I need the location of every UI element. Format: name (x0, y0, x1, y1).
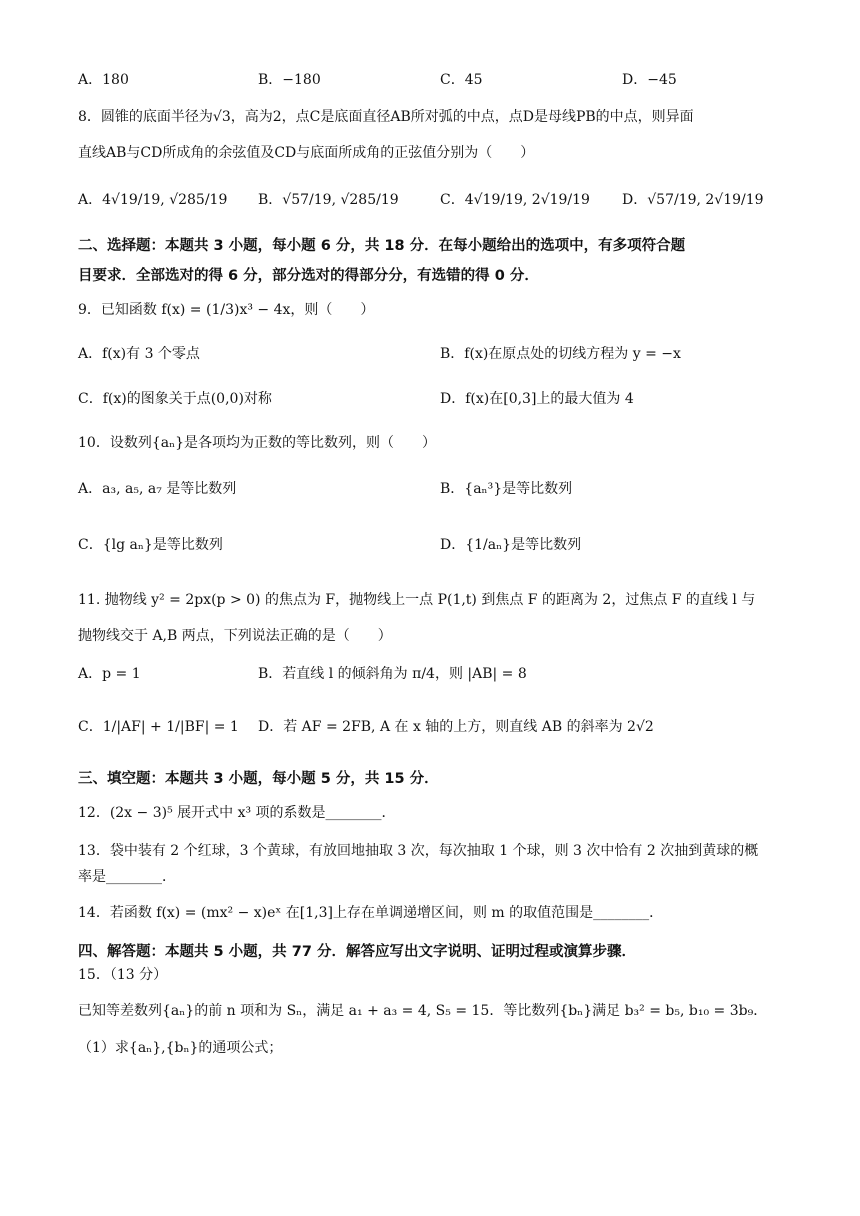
section2-heading-line2: 目要求．全部选对的得 6 分，部分选对的得部分分，有选错的得 0 分． (78, 268, 539, 284)
q8-option-c: C．4√19/19, 2√19/19 (440, 192, 590, 208)
q10-option-d: D．{1/aₙ}是等比数列 (440, 537, 582, 553)
q9-option-b: B．f(x)在原点处的切线方程为 y = −x (440, 346, 681, 362)
q10-option-a: A．a₃, a₅, a₇ 是等比数列 (78, 481, 237, 497)
q15-header: 15．（13 分） (78, 967, 168, 983)
q10-stem: 10．设数列{aₙ}是各项均为正数的等比数列，则（ ） (78, 435, 437, 451)
q8-stem-line1: 8．圆锥的底面半径为√3，高为2，点C是底面直径AB所对弧的中点，点D是母线PB的中点，则异面 (78, 109, 694, 125)
q12-stem: 12．(2x − 3)⁵ 展开式中 x³ 项的系数是________． (78, 805, 396, 821)
section4-heading: 四、解答题：本题共 5 小题，共 77 分．解答应写出文字说明、证明过程或演算步骤． (78, 944, 636, 960)
section2-heading-line1: 二、选择题：本题共 3 小题，每小题 6 分，共 18 分．在每小题给出的选项中，有多项符合题 (78, 238, 686, 254)
q11-stem-line2: 抛物线交于 A,B 两点，下列说法正确的是（ ） (78, 628, 392, 644)
q13-stem-line1: 13．袋中装有 2 个红球，3 个黄球，有放回地抽取 3 次，每次抽取 1 个球，则 3 次中恰有 2 次抽到黄球的概 (78, 843, 759, 859)
q8-option-b: B．√57/19, √285/19 (258, 192, 399, 208)
q8-option-a: A．4√19/19, √285/19 (78, 192, 228, 208)
q11-option-b: B．若直线 l 的倾斜角为 π/4，则 |AB| = 8 (258, 666, 527, 682)
q11-option-c: C．1/|AF| + 1/|BF| = 1 (78, 719, 239, 735)
q9-stem: 9．已知函数 f(x) = (1/3)x³ − 4x，则（ ） (78, 302, 375, 318)
q14-stem: 14．若函数 f(x) = (mx² − x)eˣ 在[1,3]上存在单调递增区间，则 m 的取值范围是________． (78, 905, 664, 921)
q10-option-b: B．{aₙ³}是等比数列 (440, 481, 573, 497)
q9-option-c: C．f(x)的图象关于点(0,0)对称 (78, 391, 272, 407)
q11-stem-line1: 11. 抛物线 y² = 2px(p > 0) 的焦点为 F，抛物线上一点 P(1,t) 到焦点 F 的距离为 2，过焦点 F 的直线 l 与 (78, 592, 756, 608)
q8-option-d: D．√57/19, 2√19/19 (622, 192, 764, 208)
q10-option-c: C．{lg aₙ}是等比数列 (78, 537, 223, 553)
q7-option-b: B．−180 (258, 72, 321, 88)
q7-option-c: C．45 (440, 72, 483, 88)
q9-option-d: D．f(x)在[0,3]上的最大值为 4 (440, 391, 634, 407)
q15-part1: （1）求{aₙ},{bₙ}的通项公式； (78, 1040, 283, 1056)
q11-option-a: A．p = 1 (78, 666, 141, 682)
q15-stem: 已知等差数列{aₙ}的前 n 项和为 Sₙ，满足 a₁ + a₃ = 4, S₅ = 15．等比数列{bₙ}满足 b₃² = b₅, b₁₀ = 3b₉． (78, 1003, 768, 1019)
q13-stem-line2: 率是________． (78, 869, 176, 885)
section3-heading: 三、填空题：本题共 3 小题，每小题 5 分，共 15 分． (78, 771, 439, 787)
q11-option-d: D．若 AF = 2FB, A 在 x 轴的上方，则直线 AB 的斜率为 2√2 (258, 719, 654, 735)
q8-stem-line2: 直线AB与CD所成角的余弦值及CD与底面所成角的正弦值分别为（ ） (78, 145, 535, 161)
q7-option-a: A．180 (78, 72, 129, 88)
q9-option-a: A．f(x)有 3 个零点 (78, 346, 200, 362)
q7-option-d: D．−45 (622, 72, 677, 88)
